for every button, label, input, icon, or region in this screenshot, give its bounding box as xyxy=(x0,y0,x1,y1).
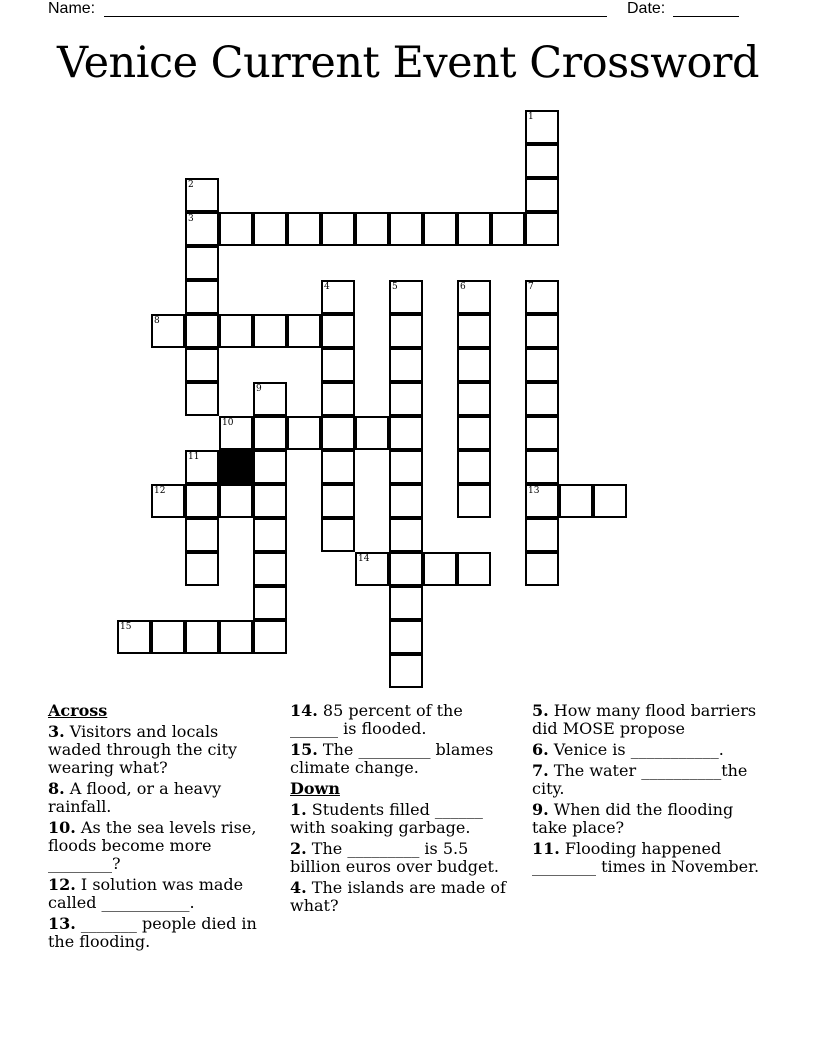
grid-cell[interactable] xyxy=(491,212,525,246)
clue-item xyxy=(48,780,268,816)
clue-item-number: 8. xyxy=(48,779,65,798)
grid-cell[interactable] xyxy=(525,144,559,178)
clue-number: 2 xyxy=(188,180,194,190)
clue-item xyxy=(48,915,268,951)
clue-item-text: I solution was made called ___________. xyxy=(48,875,244,912)
clue-item xyxy=(48,819,268,873)
grid-cell[interactable] xyxy=(219,212,253,246)
clue-item-text: Flooding happened ________ times in November. xyxy=(532,839,760,876)
grid-cell[interactable] xyxy=(525,552,559,586)
grid-cell[interactable] xyxy=(321,518,355,552)
clue-item xyxy=(48,876,268,912)
clue-item xyxy=(532,801,772,837)
clue-item xyxy=(532,702,772,738)
grid-cell[interactable] xyxy=(389,314,423,348)
grid-cell[interactable] xyxy=(525,450,559,484)
clue-item-number: 11. xyxy=(532,839,560,858)
clue-number: 6 xyxy=(460,282,466,292)
grid-cell[interactable] xyxy=(389,212,423,246)
clue-item-text: The _________ blames climate change. xyxy=(290,740,494,777)
grid-cell[interactable] xyxy=(117,620,151,654)
grid-cell[interactable] xyxy=(389,348,423,382)
grid-cell[interactable] xyxy=(185,246,219,280)
grid-cell[interactable] xyxy=(525,110,559,144)
grid-cell[interactable] xyxy=(185,518,219,552)
clue-item-number: 5. xyxy=(532,701,549,720)
clue-item-text: The water __________the city. xyxy=(532,761,748,798)
clue-number: 3 xyxy=(188,214,194,224)
grid-cell[interactable] xyxy=(253,484,287,518)
grid-cell[interactable] xyxy=(287,314,321,348)
clue-column-3 xyxy=(532,702,772,879)
across-heading: Across xyxy=(48,701,108,720)
grid-cell[interactable] xyxy=(219,314,253,348)
grid-cell[interactable] xyxy=(389,382,423,416)
grid-cell[interactable] xyxy=(321,212,355,246)
clue-number: 13 xyxy=(528,486,540,496)
clue-column-1 xyxy=(48,702,268,954)
down-clue-list-continued xyxy=(532,702,772,876)
grid-cell[interactable] xyxy=(457,484,491,518)
grid-cell[interactable] xyxy=(389,518,423,552)
clue-item-number: 9. xyxy=(532,800,549,819)
grid-cell[interactable] xyxy=(457,348,491,382)
clue-item-text: Students filled ______ with soaking garbage. xyxy=(290,800,483,837)
grid-cell[interactable] xyxy=(457,212,491,246)
grid-cell[interactable] xyxy=(457,314,491,348)
grid-cell[interactable] xyxy=(185,314,219,348)
grid-cell[interactable] xyxy=(253,586,287,620)
clue-item-number: 4. xyxy=(290,878,307,897)
clue-item-number: 14. xyxy=(290,701,318,720)
clue-item-text: When did the flooding take place? xyxy=(532,800,734,837)
blocked-cell xyxy=(219,450,253,484)
grid-cell[interactable] xyxy=(185,450,219,484)
clue-item-number: 10. xyxy=(48,818,76,837)
grid-cell[interactable] xyxy=(423,212,457,246)
across-clue-list-continued xyxy=(290,702,515,777)
clue-number: 5 xyxy=(392,282,398,292)
clue-item xyxy=(532,840,772,876)
grid-cell[interactable] xyxy=(559,484,593,518)
grid-cell[interactable] xyxy=(151,484,185,518)
grid-cell[interactable] xyxy=(151,620,185,654)
clue-item xyxy=(290,741,515,777)
clue-number: 12 xyxy=(154,486,166,496)
grid-cell[interactable] xyxy=(457,382,491,416)
clue-item-number: 7. xyxy=(532,761,549,780)
clue-number: 11 xyxy=(188,452,200,462)
grid-cell[interactable] xyxy=(253,212,287,246)
grid-cell[interactable] xyxy=(253,620,287,654)
clue-item-number: 3. xyxy=(48,722,65,741)
grid-cell[interactable] xyxy=(321,484,355,518)
grid-cell[interactable] xyxy=(253,518,287,552)
grid-cell[interactable] xyxy=(355,552,389,586)
grid-cell[interactable] xyxy=(287,416,321,450)
clue-item-text: Venice is ___________. xyxy=(548,740,724,759)
grid-cell[interactable] xyxy=(253,382,287,416)
grid-cell[interactable] xyxy=(253,552,287,586)
clue-number: 8 xyxy=(154,316,160,326)
clue-item-text: Visitors and locals waded through the city wearing what? xyxy=(48,722,238,777)
clue-item-number: 13. xyxy=(48,914,76,933)
grid-cell[interactable] xyxy=(219,484,253,518)
grid-cell[interactable] xyxy=(525,518,559,552)
grid-cell[interactable] xyxy=(423,552,457,586)
clue-item-number: 6. xyxy=(532,740,549,759)
grid-cell[interactable] xyxy=(321,348,355,382)
clue-item-text: _______ people died in the flooding. xyxy=(48,914,257,951)
clue-item-text: As the sea levels rise, floods become more ________? xyxy=(48,818,257,873)
clue-item-text: The _________ is 5.5 billion euros over budget. xyxy=(290,839,499,876)
grid-cell[interactable] xyxy=(321,416,355,450)
down-clue-list xyxy=(290,801,515,915)
grid-cell[interactable] xyxy=(185,382,219,416)
grid-cell[interactable] xyxy=(287,212,321,246)
grid-cell[interactable] xyxy=(389,586,423,620)
clue-number: 1 xyxy=(528,112,534,122)
clue-item-text: How many flood barriers did MOSE propose xyxy=(532,701,757,738)
clue-item-text: A flood, or a heavy rainfall. xyxy=(48,779,222,816)
grid-cell[interactable] xyxy=(457,416,491,450)
grid-cell[interactable] xyxy=(389,552,423,586)
grid-cell[interactable] xyxy=(389,654,423,688)
grid-cell[interactable] xyxy=(151,314,185,348)
grid-cell[interactable] xyxy=(185,280,219,314)
grid-cell[interactable] xyxy=(593,484,627,518)
page-title: Venice Current Event Crossword xyxy=(56,38,760,88)
grid-cell[interactable] xyxy=(525,382,559,416)
grid-cell[interactable] xyxy=(253,416,287,450)
clue-number: 4 xyxy=(324,282,330,292)
grid-cell[interactable] xyxy=(525,484,559,518)
clue-item xyxy=(290,879,515,915)
grid-cell[interactable] xyxy=(185,620,219,654)
grid-cell[interactable] xyxy=(185,212,219,246)
grid-cell[interactable] xyxy=(355,212,389,246)
clue-item-text: The islands are made of what? xyxy=(290,878,506,915)
clue-item xyxy=(48,723,268,777)
clue-item xyxy=(532,741,772,759)
grid-cell[interactable] xyxy=(389,620,423,654)
grid-cell[interactable] xyxy=(525,416,559,450)
grid-cell[interactable] xyxy=(525,280,559,314)
grid-cell[interactable] xyxy=(185,348,219,382)
clue-item-number: 2. xyxy=(290,839,307,858)
grid-cell[interactable] xyxy=(185,484,219,518)
grid-cell[interactable] xyxy=(321,450,355,484)
clue-item xyxy=(532,762,772,798)
clue-item xyxy=(290,702,515,738)
clue-column-2 xyxy=(290,702,515,918)
grid-cell[interactable] xyxy=(253,314,287,348)
clue-number: 14 xyxy=(358,554,370,564)
grid-cell[interactable] xyxy=(185,552,219,586)
grid-cell[interactable] xyxy=(219,416,253,450)
clue-item-number: 12. xyxy=(48,875,76,894)
grid-cell[interactable] xyxy=(525,348,559,382)
grid-cell[interactable] xyxy=(219,620,253,654)
clue-number: 7 xyxy=(528,282,534,292)
grid-cell[interactable] xyxy=(321,382,355,416)
date-label: Date: xyxy=(627,0,666,17)
clue-item xyxy=(290,801,515,837)
grid-cell[interactable] xyxy=(389,416,423,450)
grid-cell[interactable] xyxy=(457,450,491,484)
down-heading: Down xyxy=(290,779,340,798)
grid-cell[interactable] xyxy=(525,178,559,212)
grid-cell[interactable] xyxy=(355,416,389,450)
grid-cell[interactable] xyxy=(389,450,423,484)
grid-cell[interactable] xyxy=(185,178,219,212)
grid-cell[interactable] xyxy=(389,280,423,314)
grid-cell[interactable] xyxy=(457,552,491,586)
grid-cell[interactable] xyxy=(457,280,491,314)
clue-number: 10 xyxy=(222,418,234,428)
grid-cell[interactable] xyxy=(321,280,355,314)
name-label: Name: xyxy=(48,0,96,17)
clue-item-text: 85 percent of the ______ is flooded. xyxy=(290,701,463,738)
clue-number: 15 xyxy=(120,622,132,632)
clue-item-number: 1. xyxy=(290,800,307,819)
across-clue-list xyxy=(48,723,268,951)
grid-cell[interactable] xyxy=(321,314,355,348)
clue-number: 9 xyxy=(256,384,262,394)
grid-cell[interactable] xyxy=(389,484,423,518)
clue-item xyxy=(290,840,515,876)
grid-cell[interactable] xyxy=(525,314,559,348)
grid-cell[interactable] xyxy=(253,450,287,484)
grid-cell[interactable] xyxy=(525,212,559,246)
clue-item-number: 15. xyxy=(290,740,318,759)
